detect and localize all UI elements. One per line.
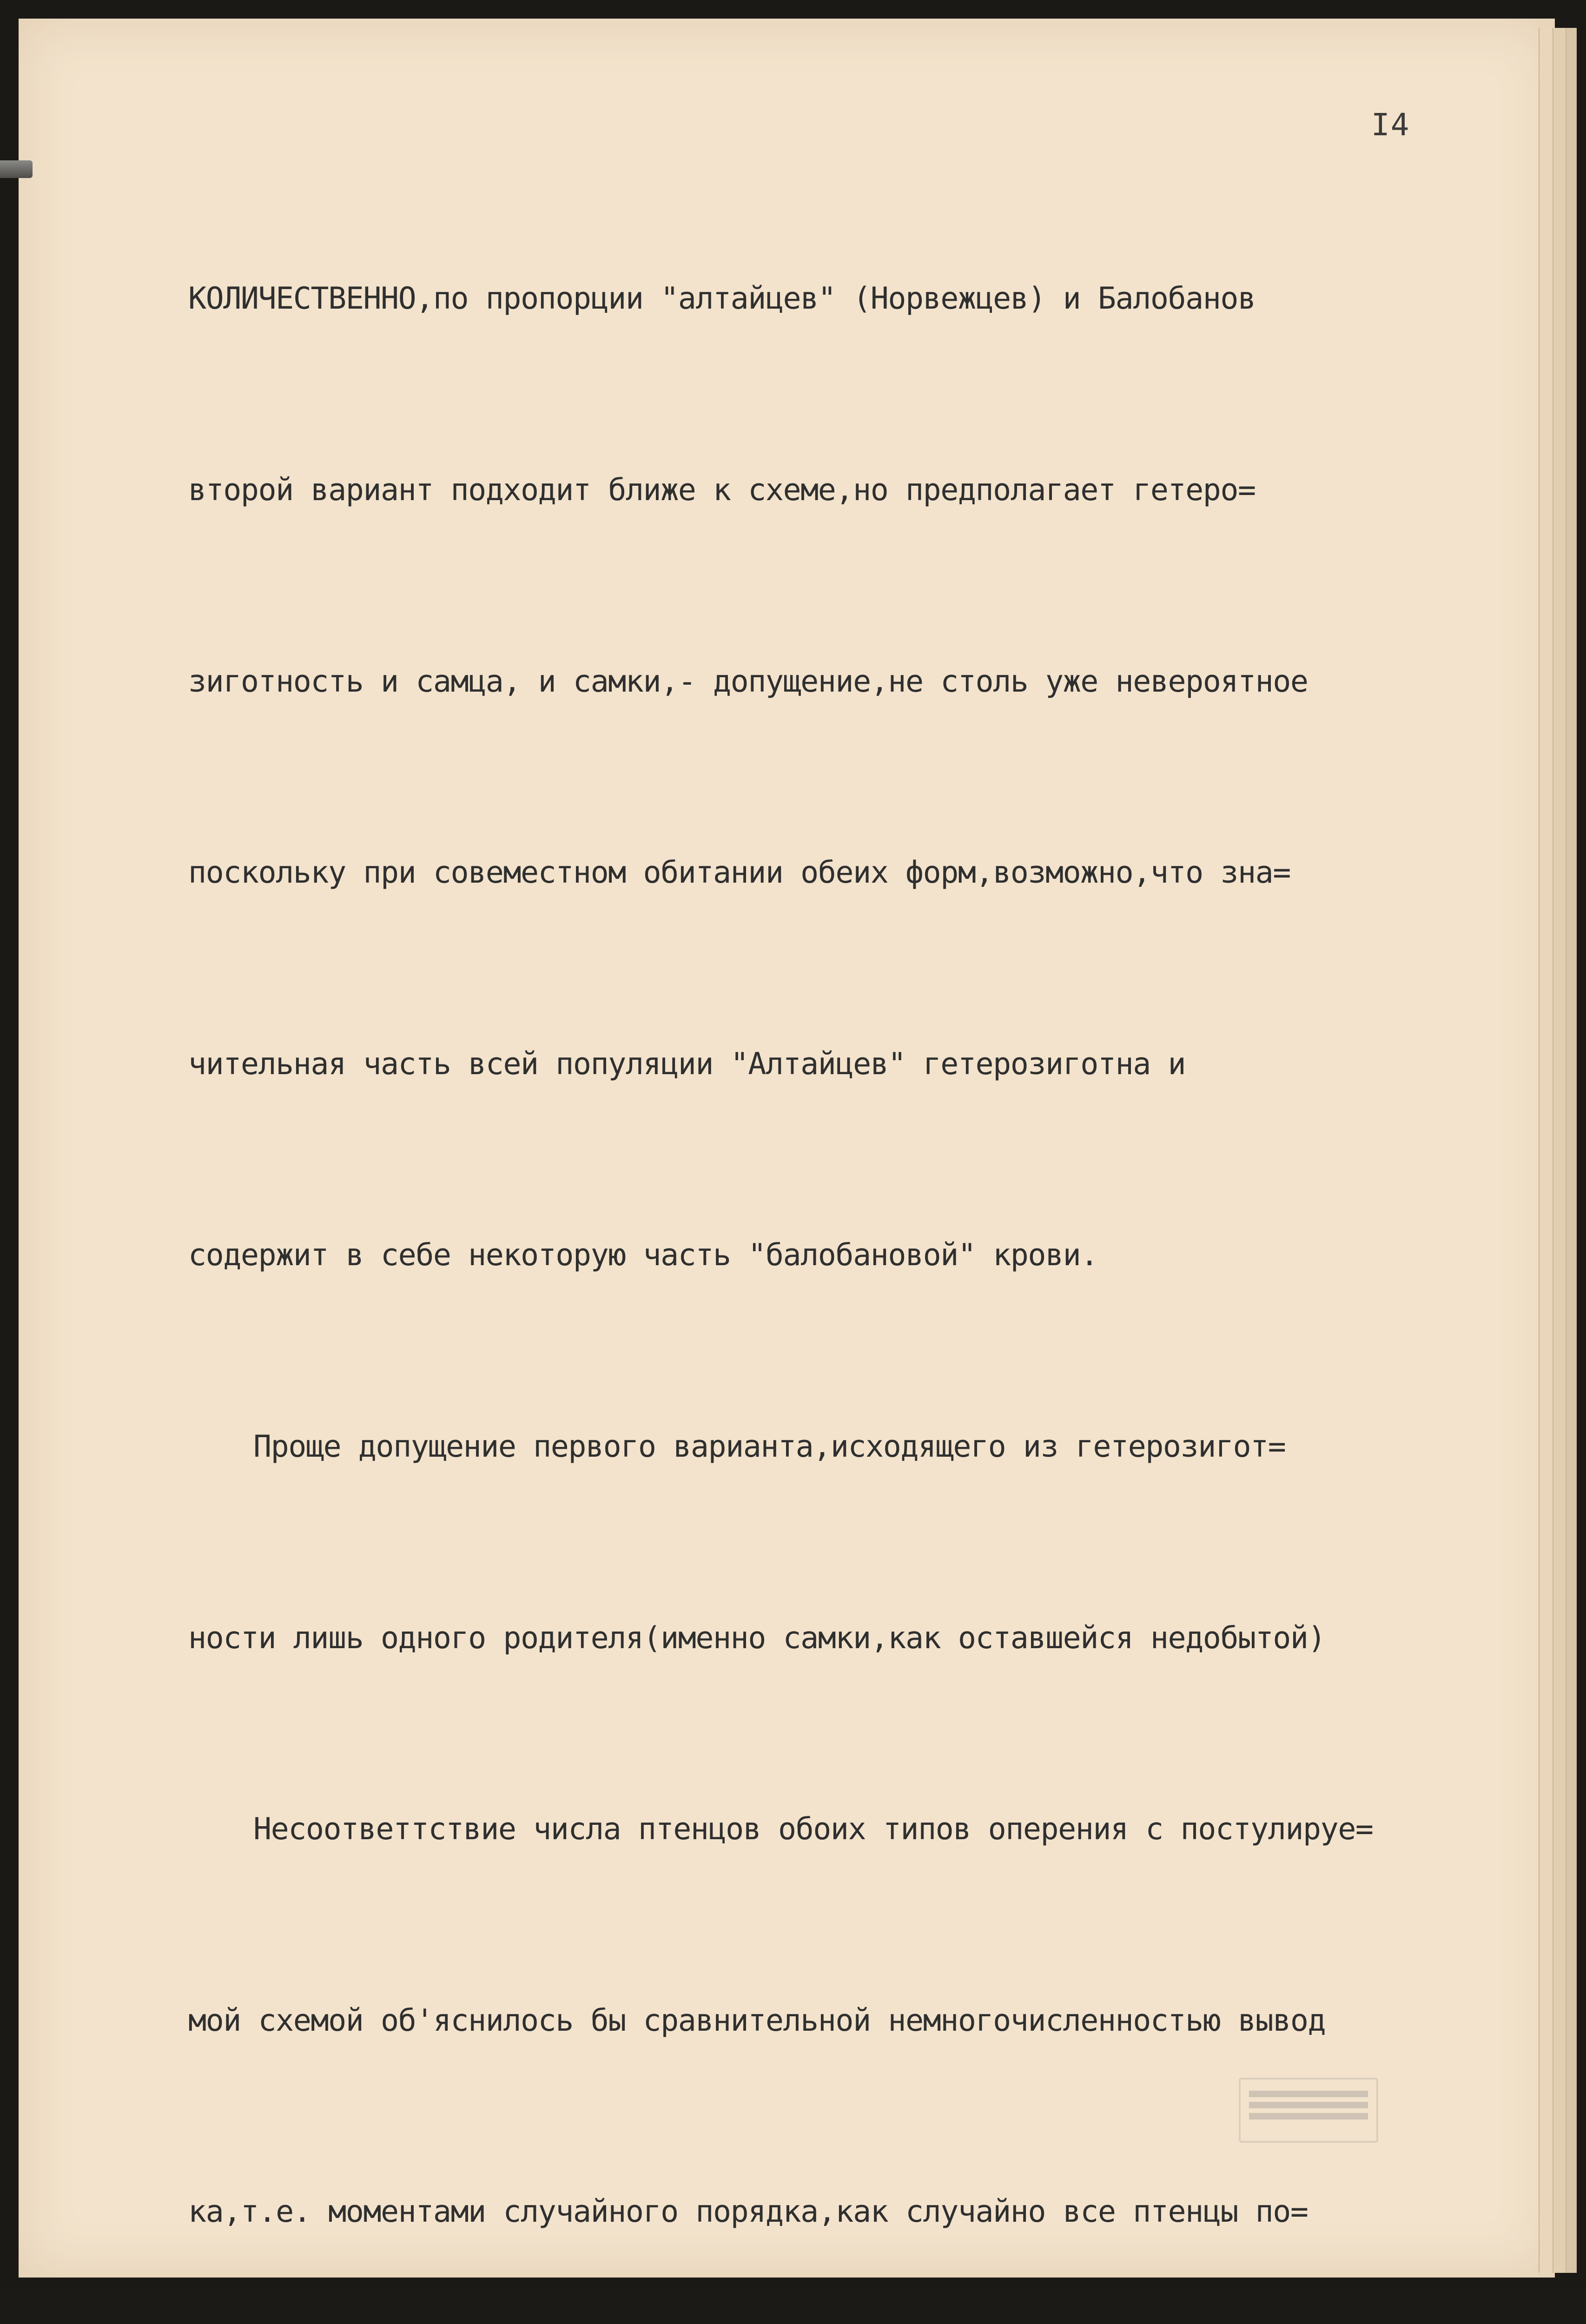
text-line: мой схемой об'яснилось бы сравнительной немногочисленностью вывод xyxy=(188,2003,1326,2038)
page-number: I4 xyxy=(1371,107,1410,143)
text-line: Несоответтствие числа птенцов обоих типов оперения с постулируе= xyxy=(253,1812,1373,1847)
faded-stamp xyxy=(1239,2078,1378,2143)
page-edge xyxy=(1553,28,1566,2273)
text-line: поскольку при совеместном обитании обеих форм,возможно,что зна= xyxy=(188,855,1290,891)
text-line: чительная часть всей популяции "Алтайцев" гетерозиготна и xyxy=(188,1046,1186,1082)
text-line: содержит в себе некоторую часть "балобановой" крови. xyxy=(188,1238,1098,1273)
text-line: ности лишь одного родителя(именно самки,как оставшейся недобытой) xyxy=(188,1620,1326,1656)
text-line: ка,т.е. моментами случайного порядка,как случайно все птенцы по= xyxy=(188,2194,1308,2230)
text-line: зиготность и самца, и самки,- допущение,не столь уже невероятное xyxy=(188,664,1308,699)
text-line: КОЛИЧЕСТВЕННО,по пропорции "алтайцев" (Норвежцев) и Балобанов xyxy=(188,281,1256,317)
binder-clip xyxy=(0,160,33,178)
typed-text-block xyxy=(188,139,1536,2324)
text-line: Проще допущение первого варианта,исходящего из гетерозигот= xyxy=(253,1429,1286,1464)
page-edge xyxy=(1566,28,1577,2273)
page-edge xyxy=(1539,28,1553,2273)
text-line: второй вариант подходит ближе к схеме,но предполагает гетеро= xyxy=(188,473,1256,508)
